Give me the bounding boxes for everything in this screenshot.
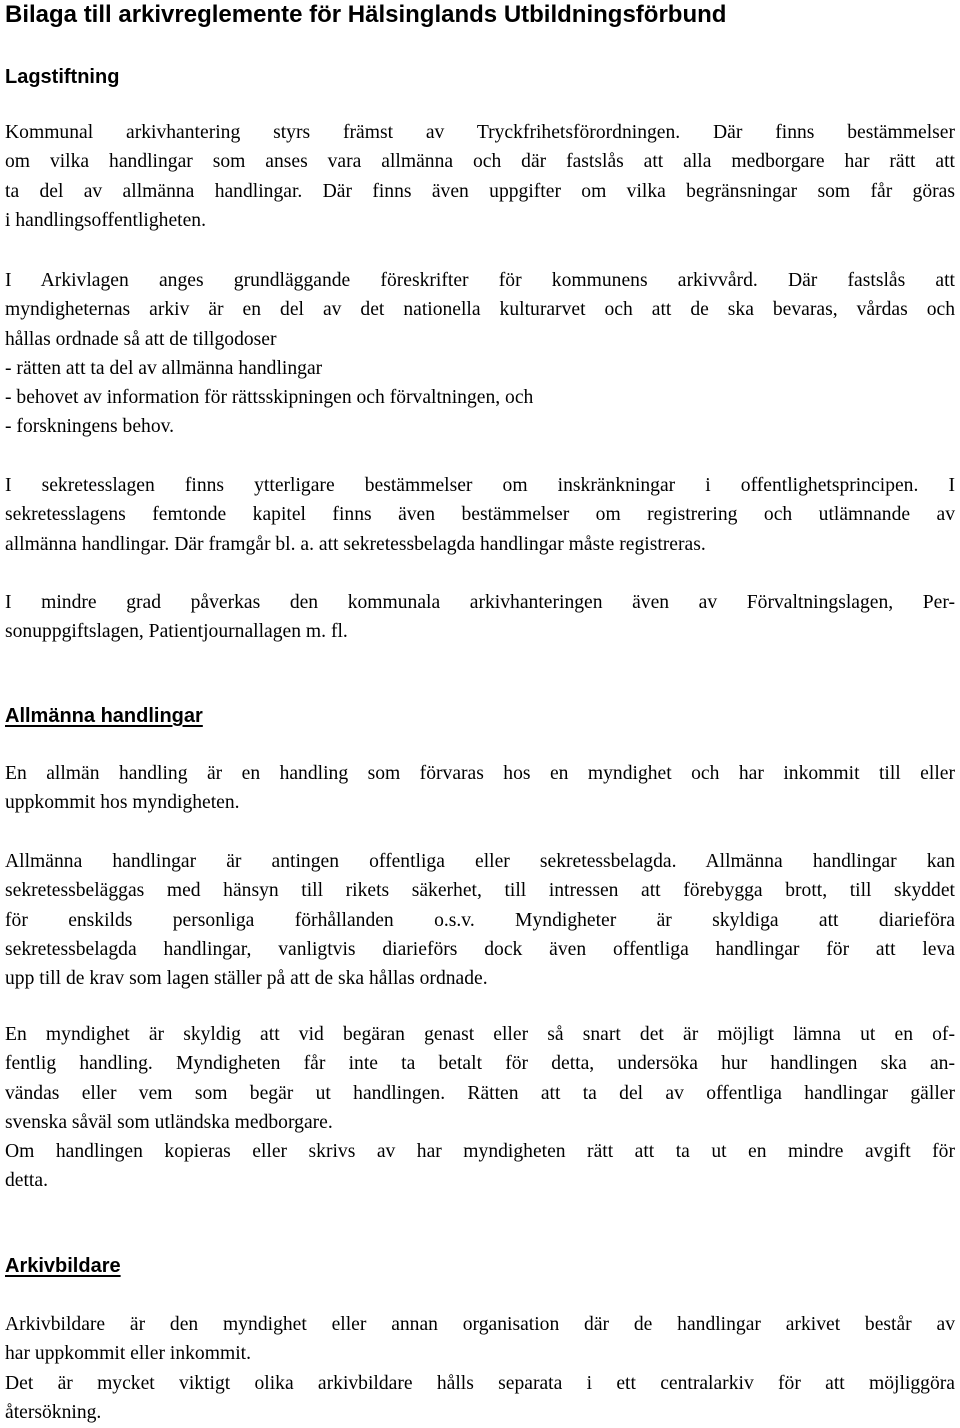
text-line: ta del av allmänna handlingar. Där finns även uppgifter om vilka begränsningar som får göras [5,180,955,202]
paragraph [5,471,955,559]
text-line: upp till de krav som lagen ställer på att de ska hållas ordnade. [5,968,488,990]
text-line: sekretesslagens femtonde kapitel finns även bestämmelser om registrering och utlämnande av [5,504,955,526]
paragraph [5,1020,955,1196]
paragraph [5,118,955,235]
paragraph [5,847,955,993]
paragraph [5,588,955,647]
text-line: om vilka handlingar som anses vara allmänna och där fastslås att alla medborgare har rätt att [5,151,955,173]
text-line: sekretessbeläggas med hänsyn till rikets säkerhet, till intressen att förebygga brott, till skyddet [5,880,955,902]
text-line: myndigheternas arkiv är en del av det nationella kulturarvet och att de ska bevaras, vårdas och [5,299,955,321]
text-line: I sekretesslagen finns ytterligare bestämmelser om inskränkningar i offentlighetsprincipen. I [5,475,955,496]
text-line: har uppkommit eller inkommit. [5,1343,251,1365]
paragraph [5,266,955,442]
text-line: En allmän handling är en handling som förvaras hos en myndighet och har inkommit till eller [5,763,955,784]
paragraph [5,759,955,818]
text-line: för enskilds personliga förhållanden o.s.v. Myndigheter är skyldiga att diarieföra [5,909,955,931]
text-line: En myndighet är skyldig att vid begäran genast eller så snart det är möjligt lämna ut en of- [5,1024,955,1045]
paragraph [5,1310,955,1427]
text-line: uppkommit hos myndigheten. [5,792,240,814]
text-line: Om handlingen kopieras eller skrivs av har myndigheten rätt att ta ut en mindre avgift för [5,1141,955,1163]
text-line: sonuppgiftslagen, Patientjournallagen m. fl. [5,621,348,643]
text-line: detta. [5,1170,48,1192]
document-title: Bilaga till arkivreglemente för Hälsinglands Utbildningsförbund [5,1,727,28]
text-line: vändas eller vem som begär ut handlingen. Rätten att ta del av offentliga handlingar gäller [5,1082,955,1104]
text-line: återsökning. [5,1401,102,1423]
text-line: allmänna handlingar. Där framgår bl. a. att sekretessbelagda handlingar måste registreras. [5,533,706,555]
text-line: hållas ordnade så att de tillgodoser [5,328,277,350]
text-line: - behovet av information för rättsskipningen och förvaltningen, och [5,387,534,409]
section-heading-allmanna-handlingar: Allmänna handlingar [5,705,203,727]
text-line: - forskningens behov. [5,416,175,438]
text-line: Kommunal arkivhantering styrs främst av Tryckfrihetsförordningen. Där finns bestämmelser [5,122,955,143]
text-line: svenska såväl som utländska medborgare. [5,1111,333,1133]
text-line: i handlingsoffentligheten. [5,209,206,231]
text-line: Det är mycket viktigt olika arkivbildare hålls separata i ett centralarkiv för att möjliggöra [5,1372,955,1394]
text-line: Arkivbildare är den myndighet eller annan organisation där de handlingar arkivet består av [5,1314,955,1335]
text-line: - rätten att ta del av allmänna handlingar [5,357,323,379]
section-heading-lagstiftning: Lagstiftning [5,66,120,88]
text-line: Allmänna handlingar är antingen offentliga eller sekretessbelagda. Allmänna handlingar kan [5,851,955,872]
text-line: I mindre grad påverkas den kommunala arkivhanteringen även av Förvaltningslagen, Per- [5,592,955,613]
text-line: sekretessbelagda handlingar, vanligtvis diarieförs dock även offentliga handlingar för att leva [5,938,955,960]
section-heading-arkivbildare: Arkivbildare [5,1255,121,1277]
text-line: I Arkivlagen anges grundläggande föreskrifter för kommunens arkivvård. Där fastslås att [5,270,955,291]
text-line: fentlig handling. Myndigheten får inte ta betalt för detta, undersöka hur handlingen ska an- [5,1053,955,1075]
